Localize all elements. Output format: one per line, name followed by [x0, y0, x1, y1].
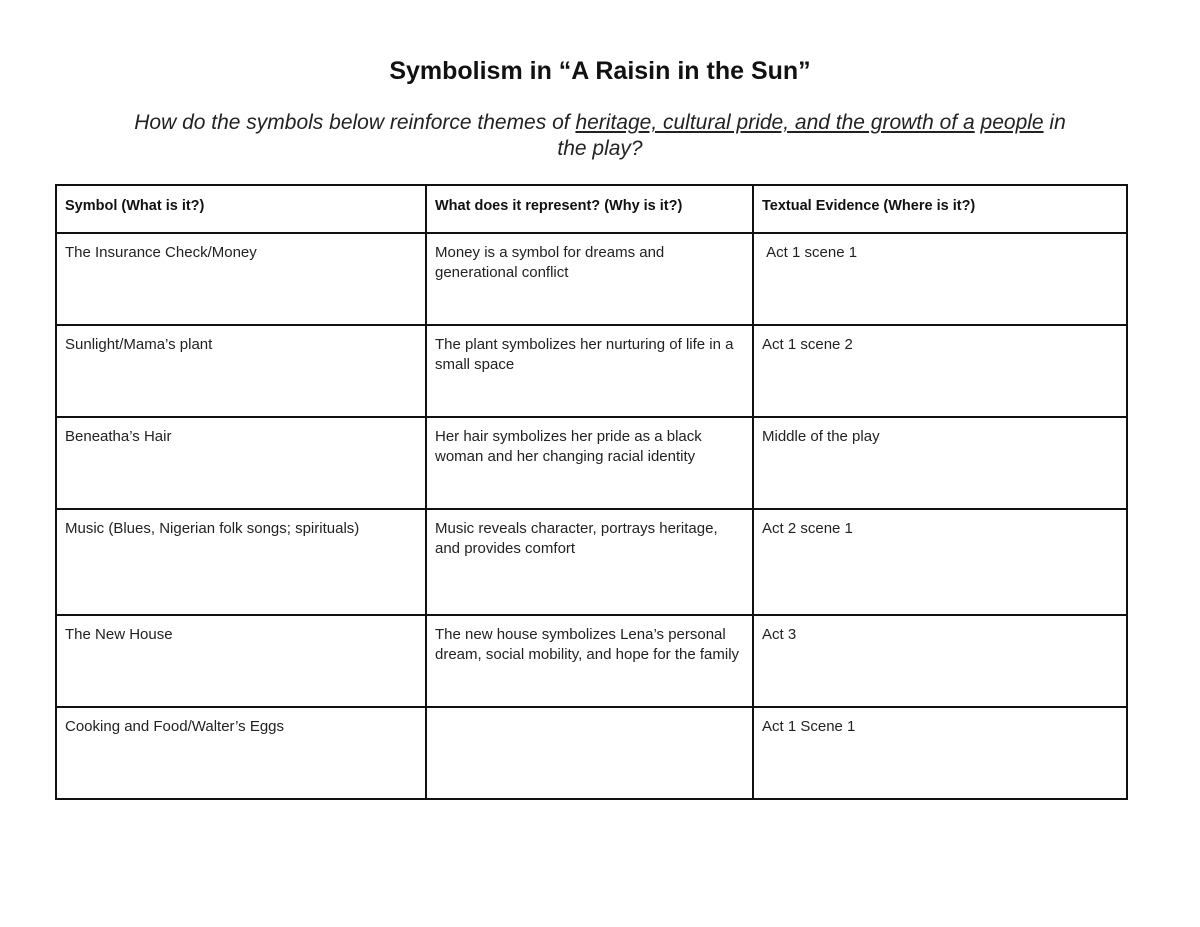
represents-cell[interactable]: Her hair symbolizes her pride as a black woman and her changing racial identity: [426, 417, 753, 509]
symbol-cell[interactable]: Cooking and Food/Walter’s Eggs: [56, 707, 426, 799]
table-row: [56, 707, 1127, 799]
evidence-cell[interactable]: Act 3: [753, 615, 1127, 707]
question-underlined-themes: heritage, cultural pride, and the growth of a: [575, 111, 975, 134]
represents-cell[interactable]: Money is a symbol for dreams and generational conflict: [426, 233, 753, 325]
symbol-cell[interactable]: The Insurance Check/Money: [56, 233, 426, 325]
symbol-cell[interactable]: Music (Blues, Nigerian folk songs; spirituals): [56, 509, 426, 615]
question-prefix: How do the symbols below reinforce themes of: [134, 111, 576, 134]
evidence-cell[interactable]: Act 2 scene 1: [753, 509, 1127, 615]
table-row: [56, 325, 1127, 417]
evidence-cell[interactable]: Middle of the play: [753, 417, 1127, 509]
symbol-cell[interactable]: The New House: [56, 615, 426, 707]
evidence-cell[interactable]: Act 1 scene 1: [753, 233, 1127, 325]
page-title: Symbolism in “A Raisin in the Sun”: [389, 57, 811, 85]
table-row: [56, 233, 1127, 325]
table-header-row: [56, 185, 1127, 233]
header-represents: What does it represent? (Why is it?): [426, 185, 753, 233]
guiding-question: [120, 110, 1080, 162]
symbol-cell[interactable]: Beneatha’s Hair: [56, 417, 426, 509]
question-underlined-people: people: [980, 111, 1044, 134]
represents-cell[interactable]: The new house symbolizes Lena’s personal dream, social mobility, and hope for the family: [426, 615, 753, 707]
header-symbol: Symbol (What is it?): [56, 185, 426, 233]
table-row: [56, 509, 1127, 615]
represents-cell[interactable]: [426, 707, 753, 799]
represents-cell[interactable]: The plant symbolizes her nurturing of life in a small space: [426, 325, 753, 417]
symbol-cell[interactable]: Sunlight/Mama’s plant: [56, 325, 426, 417]
represents-cell[interactable]: Music reveals character, portrays heritage, and provides comfort: [426, 509, 753, 615]
question-suffix: in the play?: [557, 111, 1066, 160]
symbolism-table: [55, 184, 1128, 800]
table-row: [56, 417, 1127, 509]
table-row: [56, 615, 1127, 707]
evidence-cell[interactable]: Act 1 scene 2: [753, 325, 1127, 417]
evidence-cell[interactable]: Act 1 Scene 1: [753, 707, 1127, 799]
header-evidence: Textual Evidence (Where is it?): [753, 185, 1127, 233]
